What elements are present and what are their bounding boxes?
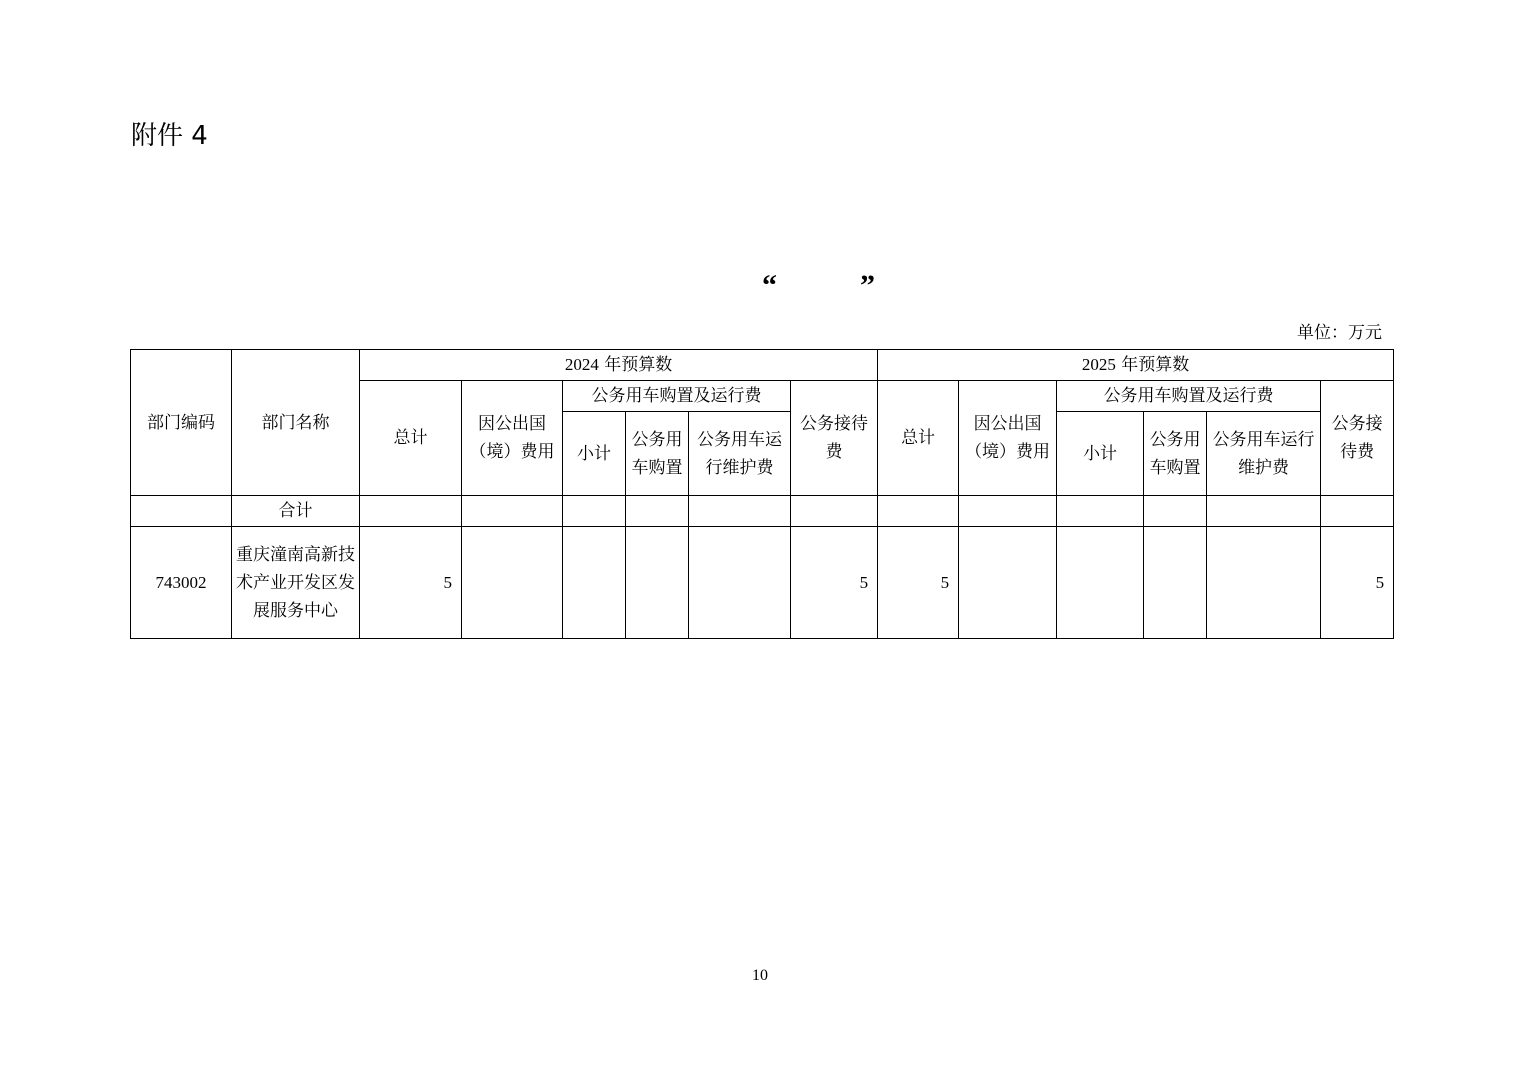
header-2024-vehicle-operation: 公务用车运行维护费 <box>689 412 791 496</box>
dept-name-cell: 重庆潼南高新技术产业开发区发展服务中心 <box>232 527 360 639</box>
y2024-vehicle-operation-cell <box>689 527 791 639</box>
table-row <box>131 527 1394 639</box>
header-dept-code: 部门编码 <box>131 350 232 496</box>
total-cell <box>360 496 462 527</box>
total-cell <box>1144 496 1207 527</box>
header-dept-name: 部门名称 <box>232 350 360 496</box>
header-2025-vehicle-subtotal: 小计 <box>1057 412 1144 496</box>
total-label: 合计 <box>232 496 360 527</box>
y2024-abroad-cell <box>462 527 563 639</box>
header-2025-total: 总计 <box>878 381 959 496</box>
y2025-reception-cell: 5 <box>1321 527 1394 639</box>
header-2024-vehicle-subtotal: 小计 <box>563 412 626 496</box>
total-cell <box>563 496 626 527</box>
header-2025-abroad: 因公出国（境）费用 <box>959 381 1057 496</box>
total-row <box>131 496 1394 527</box>
header-2024-total: 总计 <box>360 381 462 496</box>
y2024-vehicle-purchase-cell <box>626 527 689 639</box>
budget-table <box>130 349 1394 639</box>
title-close-quote: ” <box>860 269 875 302</box>
dept-code-cell: 743002 <box>131 527 232 639</box>
header-row-years <box>131 350 1394 381</box>
header-2025-vehicle-purchase: 公务用车购置 <box>1144 412 1207 496</box>
y2025-vehicle-subtotal-cell <box>1057 527 1144 639</box>
y2025-abroad-cell <box>959 527 1057 639</box>
y2024-vehicle-subtotal-cell <box>563 527 626 639</box>
header-2025-reception: 公务接待费 <box>1321 381 1394 496</box>
page-number: 10 <box>752 967 768 984</box>
total-cell <box>689 496 791 527</box>
title-open-quote: “ <box>762 269 777 302</box>
header-2024-reception: 公务接待费 <box>791 381 878 496</box>
total-cell <box>626 496 689 527</box>
y2024-total-cell: 5 <box>360 527 462 639</box>
unit-label: 单位：万元 <box>1297 323 1382 343</box>
header-year-2025: 2025 年预算数 <box>878 350 1394 381</box>
attachment-label: 附件 4 <box>131 121 208 151</box>
total-cell <box>462 496 563 527</box>
total-cell <box>1321 496 1394 527</box>
total-cell <box>1207 496 1321 527</box>
header-2025-vehicle-group: 公务用车购置及运行费 <box>1057 381 1321 412</box>
header-2024-vehicle-purchase: 公务用车购置 <box>626 412 689 496</box>
total-cell <box>959 496 1057 527</box>
y2025-total-cell: 5 <box>878 527 959 639</box>
header-2025-vehicle-operation: 公务用车运行维护费 <box>1207 412 1321 496</box>
header-year-2024: 2024 年预算数 <box>360 350 878 381</box>
total-cell <box>878 496 959 527</box>
total-cell <box>1057 496 1144 527</box>
total-cell <box>791 496 878 527</box>
y2025-vehicle-purchase-cell <box>1144 527 1207 639</box>
total-cell-code <box>131 496 232 527</box>
y2025-vehicle-operation-cell <box>1207 527 1321 639</box>
header-2024-abroad: 因公出国（境）费用 <box>462 381 563 496</box>
y2024-reception-cell: 5 <box>791 527 878 639</box>
header-2024-vehicle-group: 公务用车购置及运行费 <box>563 381 791 412</box>
